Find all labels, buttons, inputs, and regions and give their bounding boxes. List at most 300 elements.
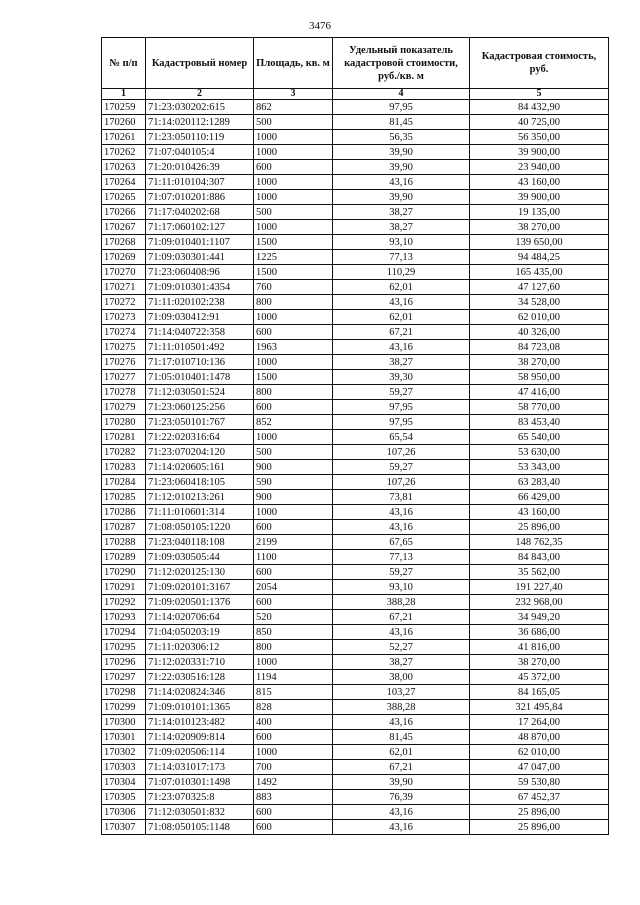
area-cell: 1500 (254, 265, 333, 280)
specific-value-cell: 73,81 (333, 490, 470, 505)
cadastral-value-cell: 65 540,00 (470, 430, 609, 445)
row-number-cell: 170268 (102, 235, 146, 250)
cadastral-number-cell: 71:14:020112:1289 (146, 115, 254, 130)
table-row (102, 805, 609, 820)
cadastral-value-cell: 36 686,00 (470, 625, 609, 640)
table-row (102, 700, 609, 715)
cadastral-number-cell: 71:20:010426:39 (146, 160, 254, 175)
row-number-cell: 170259 (102, 100, 146, 115)
table-row (102, 775, 609, 790)
area-cell: 828 (254, 700, 333, 715)
cadastral-value-cell: 19 135,00 (470, 205, 609, 220)
area-cell: 600 (254, 730, 333, 745)
cadastral-value-cell: 25 896,00 (470, 520, 609, 535)
specific-value-cell: 38,27 (333, 655, 470, 670)
cadastral-number-cell: 71:12:010213:261 (146, 490, 254, 505)
table-row (102, 535, 609, 550)
specific-value-cell: 107,26 (333, 475, 470, 490)
area-cell: 800 (254, 640, 333, 655)
specific-value-cell: 43,16 (333, 625, 470, 640)
table-row (102, 385, 609, 400)
row-number-cell: 170263 (102, 160, 146, 175)
specific-value-cell: 43,16 (333, 295, 470, 310)
area-cell: 600 (254, 325, 333, 340)
column-number: 4 (333, 89, 470, 100)
table-header-row (102, 38, 609, 89)
specific-value-cell: 77,13 (333, 550, 470, 565)
row-number-cell: 170267 (102, 220, 146, 235)
area-cell: 883 (254, 790, 333, 805)
table-row (102, 730, 609, 745)
area-cell: 2054 (254, 580, 333, 595)
specific-value-cell: 97,95 (333, 415, 470, 430)
table-row (102, 400, 609, 415)
area-cell: 1000 (254, 430, 333, 445)
specific-value-cell: 388,28 (333, 595, 470, 610)
specific-value-cell: 110,29 (333, 265, 470, 280)
table-row (102, 640, 609, 655)
area-cell: 900 (254, 490, 333, 505)
cadastral-value-cell: 41 816,00 (470, 640, 609, 655)
cadastral-number-cell: 71:11:020102:238 (146, 295, 254, 310)
row-number-cell: 170280 (102, 415, 146, 430)
cadastral-value-cell: 38 270,00 (470, 355, 609, 370)
table-row (102, 565, 609, 580)
column-number-row (102, 89, 609, 100)
cadastral-value-cell: 34 528,00 (470, 295, 609, 310)
specific-value-cell: 76,39 (333, 790, 470, 805)
header-cadastral-number: Кадастровый номер (146, 38, 254, 89)
area-cell: 760 (254, 280, 333, 295)
cadastral-value-cell: 40 326,00 (470, 325, 609, 340)
cadastral-number-cell: 71:12:030501:832 (146, 805, 254, 820)
area-cell: 800 (254, 385, 333, 400)
specific-value-cell: 103,27 (333, 685, 470, 700)
cadastral-value-cell: 165 435,00 (470, 265, 609, 280)
table-row (102, 625, 609, 640)
header-row-number: № п/п (102, 38, 146, 89)
area-cell: 600 (254, 820, 333, 835)
table-row (102, 220, 609, 235)
cadastral-number-cell: 71:14:031017:173 (146, 760, 254, 775)
table-row (102, 355, 609, 370)
cadastral-value-cell: 62 010,00 (470, 745, 609, 760)
cadastral-value-cell: 191 227,40 (470, 580, 609, 595)
cadastral-number-cell: 71:23:060408:96 (146, 265, 254, 280)
table-row (102, 295, 609, 310)
row-number-cell: 170265 (102, 190, 146, 205)
table-row (102, 280, 609, 295)
row-number-cell: 170293 (102, 610, 146, 625)
area-cell: 1500 (254, 235, 333, 250)
cadastral-number-cell: 71:17:010710:136 (146, 355, 254, 370)
cadastral-value-cell: 43 160,00 (470, 505, 609, 520)
row-number-cell: 170287 (102, 520, 146, 535)
cadastral-number-cell: 71:11:010501:492 (146, 340, 254, 355)
area-cell: 1000 (254, 745, 333, 760)
area-cell: 500 (254, 205, 333, 220)
table-row (102, 370, 609, 385)
cadastral-number-cell: 71:14:020824:346 (146, 685, 254, 700)
row-number-cell: 170294 (102, 625, 146, 640)
specific-value-cell: 67,21 (333, 610, 470, 625)
area-cell: 862 (254, 100, 333, 115)
cadastral-number-cell: 71:07:010301:1498 (146, 775, 254, 790)
area-cell: 852 (254, 415, 333, 430)
cadastral-number-cell: 71:09:030412:91 (146, 310, 254, 325)
area-cell: 1963 (254, 340, 333, 355)
cadastral-number-cell: 71:17:060102:127 (146, 220, 254, 235)
specific-value-cell: 39,90 (333, 145, 470, 160)
area-cell: 1225 (254, 250, 333, 265)
specific-value-cell: 38,27 (333, 205, 470, 220)
area-cell: 1000 (254, 130, 333, 145)
table-row (102, 235, 609, 250)
cadastral-value-cell: 58 770,00 (470, 400, 609, 415)
row-number-cell: 170283 (102, 460, 146, 475)
table-row (102, 145, 609, 160)
row-number-cell: 170262 (102, 145, 146, 160)
cadastral-value-cell: 84 843,00 (470, 550, 609, 565)
cadastral-number-cell: 71:22:030516:128 (146, 670, 254, 685)
cadastral-value-cell: 84 723,08 (470, 340, 609, 355)
specific-value-cell: 39,90 (333, 775, 470, 790)
table-row (102, 325, 609, 340)
area-cell: 850 (254, 625, 333, 640)
cadastral-number-cell: 71:07:010201:886 (146, 190, 254, 205)
area-cell: 600 (254, 805, 333, 820)
table-row (102, 505, 609, 520)
row-number-cell: 170282 (102, 445, 146, 460)
table-row (102, 655, 609, 670)
specific-value-cell: 43,16 (333, 715, 470, 730)
specific-value-cell: 52,27 (333, 640, 470, 655)
cadastral-value-cell: 47 047,00 (470, 760, 609, 775)
table-row (102, 790, 609, 805)
area-cell: 1000 (254, 145, 333, 160)
specific-value-cell: 97,95 (333, 400, 470, 415)
area-cell: 900 (254, 460, 333, 475)
row-number-cell: 170303 (102, 760, 146, 775)
specific-value-cell: 59,27 (333, 565, 470, 580)
row-number-cell: 170290 (102, 565, 146, 580)
cadastral-value-cell: 38 270,00 (470, 220, 609, 235)
area-cell: 600 (254, 160, 333, 175)
table-row (102, 550, 609, 565)
specific-value-cell: 81,45 (333, 115, 470, 130)
row-number-cell: 170273 (102, 310, 146, 325)
area-cell: 1000 (254, 355, 333, 370)
table-row (102, 175, 609, 190)
cadastral-value-cell: 148 762,35 (470, 535, 609, 550)
cadastral-value-cell: 58 950,00 (470, 370, 609, 385)
table-row (102, 490, 609, 505)
cadastral-number-cell: 71:14:020706:64 (146, 610, 254, 625)
cadastral-number-cell: 71:07:040105:4 (146, 145, 254, 160)
cadastral-value-cell: 39 900,00 (470, 145, 609, 160)
column-number: 3 (254, 89, 333, 100)
cadastral-value-cell: 84 432,90 (470, 100, 609, 115)
cadastral-number-cell: 71:11:010104:307 (146, 175, 254, 190)
area-cell: 1000 (254, 505, 333, 520)
cadastral-value-cell: 17 264,00 (470, 715, 609, 730)
cadastral-value-cell: 59 530,80 (470, 775, 609, 790)
cadastral-number-cell: 71:14:020909:814 (146, 730, 254, 745)
row-number-cell: 170277 (102, 370, 146, 385)
cadastral-value-cell: 139 650,00 (470, 235, 609, 250)
row-number-cell: 170300 (102, 715, 146, 730)
row-number-cell: 170278 (102, 385, 146, 400)
cadastral-number-cell: 71:09:010101:1365 (146, 700, 254, 715)
row-number-cell: 170306 (102, 805, 146, 820)
cadastral-number-cell: 71:23:060125:256 (146, 400, 254, 415)
area-cell: 1000 (254, 175, 333, 190)
area-cell: 1100 (254, 550, 333, 565)
cadastral-number-cell: 71:11:010601:314 (146, 505, 254, 520)
cadastral-number-cell: 71:09:030505:44 (146, 550, 254, 565)
specific-value-cell: 43,16 (333, 820, 470, 835)
table-row (102, 115, 609, 130)
table-row (102, 460, 609, 475)
table-row (102, 190, 609, 205)
column-number: 5 (470, 89, 609, 100)
cadastral-number-cell: 71:09:020101:3167 (146, 580, 254, 595)
cadastral-number-cell: 71:04:050203:19 (146, 625, 254, 640)
specific-value-cell: 97,95 (333, 100, 470, 115)
cadastral-number-cell: 71:14:010123:482 (146, 715, 254, 730)
specific-value-cell: 62,01 (333, 280, 470, 295)
row-number-cell: 170305 (102, 790, 146, 805)
cadastral-value-cell: 56 350,00 (470, 130, 609, 145)
specific-value-cell: 43,16 (333, 505, 470, 520)
table-row (102, 265, 609, 280)
cadastral-value-cell: 67 452,37 (470, 790, 609, 805)
table-row (102, 760, 609, 775)
table-row (102, 130, 609, 145)
table-row (102, 820, 609, 835)
row-number-cell: 170296 (102, 655, 146, 670)
table-row (102, 100, 609, 115)
header-cadastral-value: Кадастровая стоимость, руб. (470, 38, 609, 89)
cadastral-value-cell: 62 010,00 (470, 310, 609, 325)
cadastral-number-cell: 71:17:040202:68 (146, 205, 254, 220)
page-number: 3476 (309, 20, 331, 32)
row-number-cell: 170264 (102, 175, 146, 190)
area-cell: 1000 (254, 310, 333, 325)
specific-value-cell: 93,10 (333, 235, 470, 250)
specific-value-cell: 56,35 (333, 130, 470, 145)
cadastral-value-cell: 43 160,00 (470, 175, 609, 190)
row-number-cell: 170286 (102, 505, 146, 520)
area-cell: 815 (254, 685, 333, 700)
header-area: Площадь, кв. м (254, 38, 333, 89)
cadastral-number-cell: 71:12:030501:524 (146, 385, 254, 400)
table-row (102, 580, 609, 595)
cadastral-number-cell: 71:23:050110:119 (146, 130, 254, 145)
specific-value-cell: 43,16 (333, 805, 470, 820)
cadastral-number-cell: 71:14:040722:358 (146, 325, 254, 340)
row-number-cell: 170281 (102, 430, 146, 445)
cadastral-number-cell: 71:09:010301:4354 (146, 280, 254, 295)
cadastral-number-cell: 71:09:030301:441 (146, 250, 254, 265)
area-cell: 600 (254, 565, 333, 580)
specific-value-cell: 43,16 (333, 175, 470, 190)
specific-value-cell: 43,16 (333, 520, 470, 535)
cadastral-value-cell: 94 484,25 (470, 250, 609, 265)
row-number-cell: 170261 (102, 130, 146, 145)
header-specific-value: Удельный показатель кадастровой стоимости, руб./кв. м (333, 38, 470, 89)
specific-value-cell: 388,28 (333, 700, 470, 715)
table-row (102, 430, 609, 445)
cadastral-value-cell: 53 630,00 (470, 445, 609, 460)
area-cell: 1500 (254, 370, 333, 385)
row-number-cell: 170285 (102, 490, 146, 505)
cadastral-value-cell: 232 968,00 (470, 595, 609, 610)
cadastral-value-cell: 40 725,00 (470, 115, 609, 130)
cadastral-value-cell: 321 495,84 (470, 700, 609, 715)
specific-value-cell: 38,27 (333, 220, 470, 235)
cadastral-number-cell: 71:23:030202:615 (146, 100, 254, 115)
specific-value-cell: 65,54 (333, 430, 470, 445)
specific-value-cell: 59,27 (333, 385, 470, 400)
specific-value-cell: 38,27 (333, 355, 470, 370)
cadastral-number-cell: 71:14:020605:161 (146, 460, 254, 475)
table-row (102, 520, 609, 535)
area-cell: 500 (254, 115, 333, 130)
row-number-cell: 170279 (102, 400, 146, 415)
column-number: 1 (102, 89, 146, 100)
cadastral-value-cell: 25 896,00 (470, 820, 609, 835)
specific-value-cell: 107,26 (333, 445, 470, 460)
area-cell: 1492 (254, 775, 333, 790)
row-number-cell: 170266 (102, 205, 146, 220)
cadastral-number-cell: 71:23:070204:120 (146, 445, 254, 460)
specific-value-cell: 67,65 (333, 535, 470, 550)
table-row (102, 745, 609, 760)
cadastral-number-cell: 71:12:020331:710 (146, 655, 254, 670)
row-number-cell: 170298 (102, 685, 146, 700)
cadastral-number-cell: 71:12:020125:130 (146, 565, 254, 580)
row-number-cell: 170301 (102, 730, 146, 745)
area-cell: 600 (254, 520, 333, 535)
cadastral-number-cell: 71:05:010401:1478 (146, 370, 254, 385)
cadastral-value-cell: 53 343,00 (470, 460, 609, 475)
row-number-cell: 170271 (102, 280, 146, 295)
cadastral-number-cell: 71:23:050101:767 (146, 415, 254, 430)
column-number: 2 (146, 89, 254, 100)
area-cell: 520 (254, 610, 333, 625)
cadastral-number-cell: 71:08:050105:1220 (146, 520, 254, 535)
area-cell: 1000 (254, 190, 333, 205)
specific-value-cell: 77,13 (333, 250, 470, 265)
table-row (102, 415, 609, 430)
table-row (102, 595, 609, 610)
cadastral-number-cell: 71:23:040118:108 (146, 535, 254, 550)
specific-value-cell: 59,27 (333, 460, 470, 475)
cadastral-number-cell: 71:09:020506:114 (146, 745, 254, 760)
cadastral-number-cell: 71:11:020306:12 (146, 640, 254, 655)
table-row (102, 685, 609, 700)
cadastral-number-cell: 71:23:070325:8 (146, 790, 254, 805)
cadastral-number-cell: 71:09:010401:1107 (146, 235, 254, 250)
area-cell: 1000 (254, 655, 333, 670)
cadastral-value-cell: 63 283,40 (470, 475, 609, 490)
cadastral-value-cell: 38 270,00 (470, 655, 609, 670)
specific-value-cell: 67,21 (333, 760, 470, 775)
area-cell: 1194 (254, 670, 333, 685)
area-cell: 600 (254, 400, 333, 415)
cadastral-value-cell: 25 896,00 (470, 805, 609, 820)
row-number-cell: 170304 (102, 775, 146, 790)
specific-value-cell: 81,45 (333, 730, 470, 745)
cadastral-number-cell: 71:08:050105:1148 (146, 820, 254, 835)
table-row (102, 715, 609, 730)
area-cell: 1000 (254, 220, 333, 235)
row-number-cell: 170284 (102, 475, 146, 490)
specific-value-cell: 93,10 (333, 580, 470, 595)
cadastral-value-cell: 47 127,60 (470, 280, 609, 295)
row-number-cell: 170297 (102, 670, 146, 685)
cadastral-value-cell: 48 870,00 (470, 730, 609, 745)
row-number-cell: 170272 (102, 295, 146, 310)
row-number-cell: 170274 (102, 325, 146, 340)
cadastral-value-cell: 35 562,00 (470, 565, 609, 580)
table-row (102, 445, 609, 460)
table-row (102, 475, 609, 490)
row-number-cell: 170295 (102, 640, 146, 655)
row-number-cell: 170299 (102, 700, 146, 715)
specific-value-cell: 39,30 (333, 370, 470, 385)
area-cell: 400 (254, 715, 333, 730)
table-row (102, 250, 609, 265)
cadastral-value-cell: 83 453,40 (470, 415, 609, 430)
row-number-cell: 170291 (102, 580, 146, 595)
specific-value-cell: 67,21 (333, 325, 470, 340)
cadastral-number-cell: 71:22:020316:64 (146, 430, 254, 445)
table-row (102, 610, 609, 625)
row-number-cell: 170289 (102, 550, 146, 565)
cadastral-value-cell: 39 900,00 (470, 190, 609, 205)
area-cell: 600 (254, 595, 333, 610)
table-row (102, 670, 609, 685)
cadastral-value-table (101, 37, 609, 835)
cadastral-value-cell: 47 416,00 (470, 385, 609, 400)
cadastral-number-cell: 71:23:060418:105 (146, 475, 254, 490)
specific-value-cell: 43,16 (333, 340, 470, 355)
specific-value-cell: 39,90 (333, 160, 470, 175)
row-number-cell: 170270 (102, 265, 146, 280)
specific-value-cell: 62,01 (333, 745, 470, 760)
row-number-cell: 170302 (102, 745, 146, 760)
area-cell: 590 (254, 475, 333, 490)
row-number-cell: 170276 (102, 355, 146, 370)
area-cell: 800 (254, 295, 333, 310)
table-row (102, 340, 609, 355)
area-cell: 700 (254, 760, 333, 775)
cadastral-value-cell: 84 165,05 (470, 685, 609, 700)
table-body (102, 100, 609, 835)
specific-value-cell: 62,01 (333, 310, 470, 325)
specific-value-cell: 38,00 (333, 670, 470, 685)
table-row (102, 160, 609, 175)
cadastral-value-cell: 23 940,00 (470, 160, 609, 175)
area-cell: 500 (254, 445, 333, 460)
row-number-cell: 170307 (102, 820, 146, 835)
cadastral-value-cell: 66 429,00 (470, 490, 609, 505)
row-number-cell: 170260 (102, 115, 146, 130)
area-cell: 2199 (254, 535, 333, 550)
cadastral-number-cell: 71:09:020501:1376 (146, 595, 254, 610)
